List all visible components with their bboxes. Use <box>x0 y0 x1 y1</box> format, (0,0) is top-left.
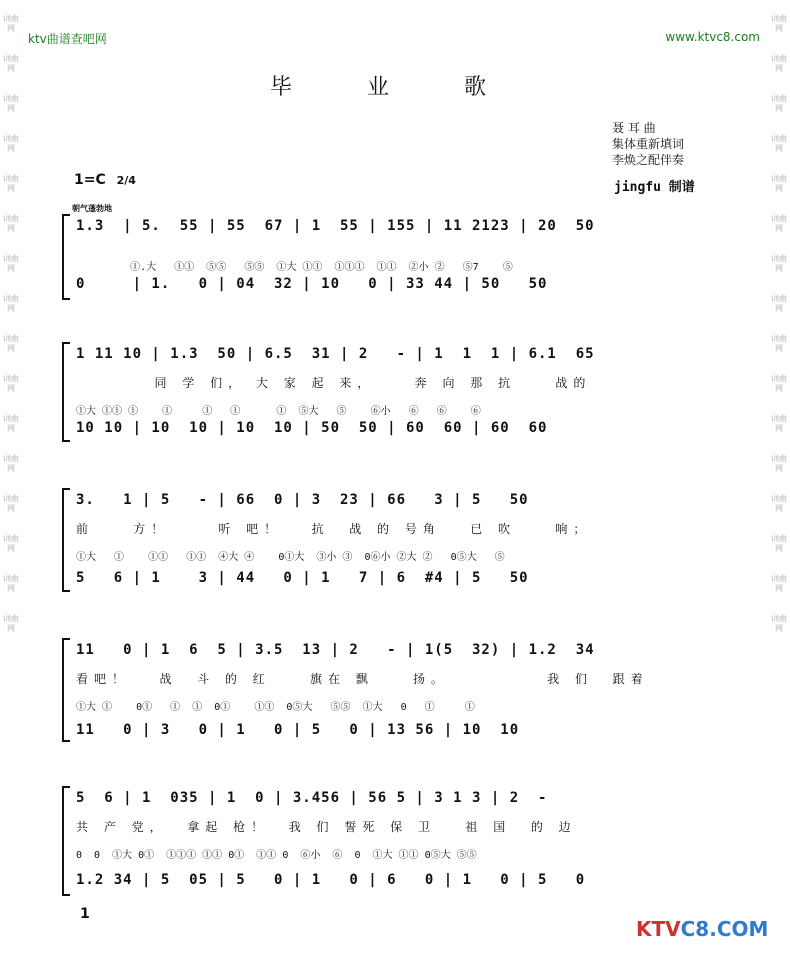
credits-block <box>612 120 684 168</box>
system-brace <box>62 214 70 300</box>
left-watermark-strip <box>2 0 20 966</box>
watermark-text: 词曲网 <box>3 94 19 113</box>
logo-part-a: KTV <box>636 917 681 941</box>
system-brace <box>62 638 70 742</box>
melody-line: 1.3 | 5. 55 | 55 67 | 1 55 | 155 | 11 2123 | 20 50 <box>76 218 595 234</box>
lyrics-line: 共 产 党， 拿起 枪！ 我 们 誓死 保 卫 祖 国 的 边 <box>76 820 577 834</box>
watermark-text: 词曲网 <box>3 534 19 553</box>
watermark-text: 词曲网 <box>3 574 19 593</box>
watermark-text: 词曲网 <box>3 494 19 513</box>
bass-line: 0 | 1. 0 | 04 32 | 10 0 | 33 44 | 50 50 <box>76 276 548 292</box>
page-number: 1 <box>80 906 90 922</box>
bass-line: 11 0 | 3 0 | 1 0 | 5 0 | 13 56 | 10 10 <box>76 722 520 738</box>
watermark-text: 词曲网 <box>771 334 787 353</box>
watermark-text: 词曲网 <box>3 454 19 473</box>
watermark-text: 词曲网 <box>771 574 787 593</box>
watermark-text: 词曲网 <box>771 214 787 233</box>
watermark-text: 词曲网 <box>3 174 19 193</box>
score-system-4 <box>62 638 730 742</box>
system-brace <box>62 786 70 896</box>
bass-line: 10 10 | 10 10 | 10 10 | 50 50 | 60 60 | 60 60 <box>76 420 548 436</box>
watermark-text: 词曲网 <box>771 254 787 273</box>
watermark-text: 词曲网 <box>3 54 19 73</box>
watermark-text: 词曲网 <box>3 374 19 393</box>
right-watermark-strip <box>770 0 788 966</box>
tempo-marking: 朝气蓬勃地 <box>72 204 112 213</box>
watermark-text: 词曲网 <box>3 14 19 33</box>
chord-line: ①大 ① 0① ① ① 0① ①① 0⑤大 ⑤⑤ ①大 0 ① ① <box>76 702 475 713</box>
key-signature <box>74 172 136 188</box>
watermark-text: 词曲网 <box>771 14 787 33</box>
chord-line: ①大 ①① ① ① ① ① ① ⑤大 ⑤ ⑥小 ⑥ ⑥ ⑥ <box>76 406 481 417</box>
watermark-text: 词曲网 <box>3 254 19 273</box>
bass-line: 1.2 34 | 5 05 | 5 0 | 1 0 | 6 0 | 1 0 | 5 0 <box>76 872 586 888</box>
watermark-text: 词曲网 <box>771 54 787 73</box>
watermark-text: 词曲网 <box>3 134 19 153</box>
score-system-2 <box>62 342 730 442</box>
system-brace <box>62 342 70 442</box>
chord-line: 0 0 ①大 0① ①①① ①① 0① ①① 0 ⑥小 ⑥ 0 ①大 ①① 0⑤大 ⑤⑤ <box>76 850 477 861</box>
watermark-text: 词曲网 <box>3 214 19 233</box>
score-system-3 <box>62 488 730 592</box>
score-system-1 <box>62 214 730 300</box>
lyrics-line: 前 方！ 听 吧！ 抗 战 的 号角 已 吹 响； <box>76 522 592 536</box>
lyrics-line: 看吧！ 战 斗 的 红 旗在 飘 扬。 我 们 跟着 <box>76 672 649 686</box>
watermark-text: 词曲网 <box>771 614 787 633</box>
bass-line: 5 6 | 1 3 | 44 0 | 1 7 | 6 #4 | 5 50 <box>76 570 529 586</box>
logo-part-b: C8.COM <box>680 917 769 941</box>
system-brace <box>62 488 70 592</box>
melody-line: 3. 1 | 5 - | 66 0 | 3 23 | 66 3 | 5 50 <box>76 492 529 508</box>
watermark-text: 词曲网 <box>771 494 787 513</box>
watermark-text: 词曲网 <box>771 294 787 313</box>
score-system-5 <box>62 786 730 896</box>
melody-line: 5 6 | 1 035 | 1 0 | 3.456 | 56 5 | 3 1 3 | 2 - <box>76 790 548 806</box>
watermark-text: 词曲网 <box>771 94 787 113</box>
composer-credit: 聂 耳 曲 <box>612 121 656 135</box>
ktvc8-logo[interactable] <box>636 917 768 941</box>
watermark-text: 词曲网 <box>771 534 787 553</box>
watermark-text: 词曲网 <box>771 454 787 473</box>
melody-line: 11 0 | 1 6 5 | 3.5 13 | 2 - | 1(5 32) | 1.2 34 <box>76 642 595 658</box>
song-title: 毕 业 歌 <box>270 75 520 100</box>
watermark-text: 词曲网 <box>771 174 787 193</box>
time-signature: 2/4 <box>116 174 136 187</box>
chord-line: ①.大 ①① ⑤⑤ ⑤⑤ ①大 ①① ①①① ①① ②小 ② ⑤7 ⑤ <box>76 262 513 273</box>
lyrics-line: 同 学 们， 大 家 起 来， 奔 向 那 抗 战的 <box>76 376 592 390</box>
transcriber-credit: jingfu 制谱 <box>614 180 695 195</box>
watermark-text: 词曲网 <box>771 134 787 153</box>
melody-line: 1 11 10 | 1.3 50 | 6.5 31 | 2 - | 1 1 1 | 6.1 65 <box>76 346 595 362</box>
arranger-credit: 李焕之配伴奏 <box>612 153 685 167</box>
key-label: 1=C <box>74 172 106 188</box>
site-link-left[interactable]: ktv曲谱查吧网 <box>28 32 107 46</box>
watermark-text: 词曲网 <box>771 374 787 393</box>
site-link-right[interactable]: www.ktvc8.com <box>665 30 760 44</box>
watermark-text: 词曲网 <box>3 614 19 633</box>
watermark-text: 词曲网 <box>3 294 19 313</box>
lyrics-credit: 集体重新填词 <box>612 137 685 151</box>
watermark-text: 词曲网 <box>3 334 19 353</box>
chord-line: ①大 ① ①① ①① ④大 ④ 0①大 ③小 ③ 0⑥小 ②大 ② 0⑤大 ⑤ <box>76 552 505 563</box>
watermark-text: 词曲网 <box>771 414 787 433</box>
watermark-text: 词曲网 <box>3 414 19 433</box>
